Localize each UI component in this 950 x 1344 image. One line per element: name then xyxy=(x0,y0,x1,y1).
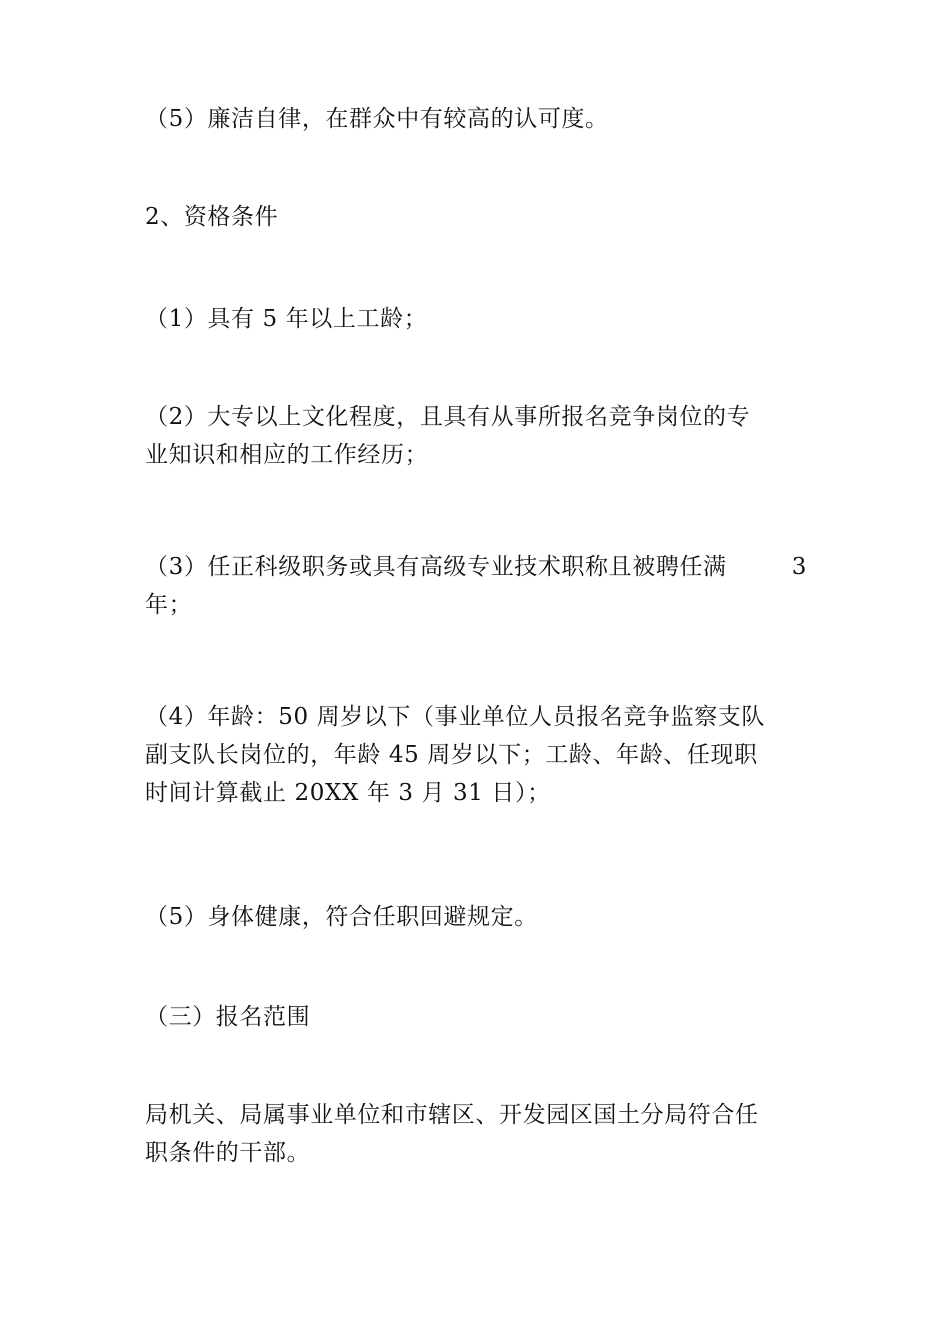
section-heading-scope xyxy=(145,998,807,1036)
paragraph-education xyxy=(145,398,807,474)
paragraph-age xyxy=(145,698,807,812)
text-line: （5）廉洁自律，在群众中有较高的认可度。 xyxy=(145,106,609,132)
paragraph-work-years xyxy=(145,300,807,338)
paragraph-integrity xyxy=(145,100,807,138)
text-line: 副支队长岗位的，年龄 45 周岁以下；工龄、年龄、任现职 xyxy=(145,742,758,768)
text-segment: （3）任正科级职务或具有高级专业技术职称且被聘任满 xyxy=(145,554,727,580)
paragraph-health xyxy=(145,898,807,936)
text-line: 2、资格条件 xyxy=(145,204,279,230)
paragraph-position-title xyxy=(145,548,807,624)
text-line: 局机关、局属事业单位和市辖区、开发园区国土分局符合任 xyxy=(145,1102,759,1128)
text-line: 职条件的干部。 xyxy=(145,1140,311,1166)
section-heading-qualifications xyxy=(145,198,807,236)
text-line: （2）大专以上文化程度，且具有从事所报名竞争岗位的专 xyxy=(145,404,751,430)
text-line: 业知识和相应的工作经历； xyxy=(145,442,429,468)
text-segment: 3 xyxy=(791,554,807,580)
paragraph-scope xyxy=(145,1096,807,1172)
text-line: 时间计算截止 20XX 年 3 月 31 日）； xyxy=(145,780,551,806)
text-line: 年； xyxy=(145,592,193,618)
text-line: （1）具有 5 年以上工龄； xyxy=(145,306,428,332)
text-line: （4）年龄：50 周岁以下（事业单位人员报名竞争监察支队 xyxy=(145,704,766,730)
text-line: （三）报名范围 xyxy=(145,1004,311,1030)
text-line xyxy=(145,548,807,586)
text-line: （5）身体健康，符合任职回避规定。 xyxy=(145,904,538,930)
